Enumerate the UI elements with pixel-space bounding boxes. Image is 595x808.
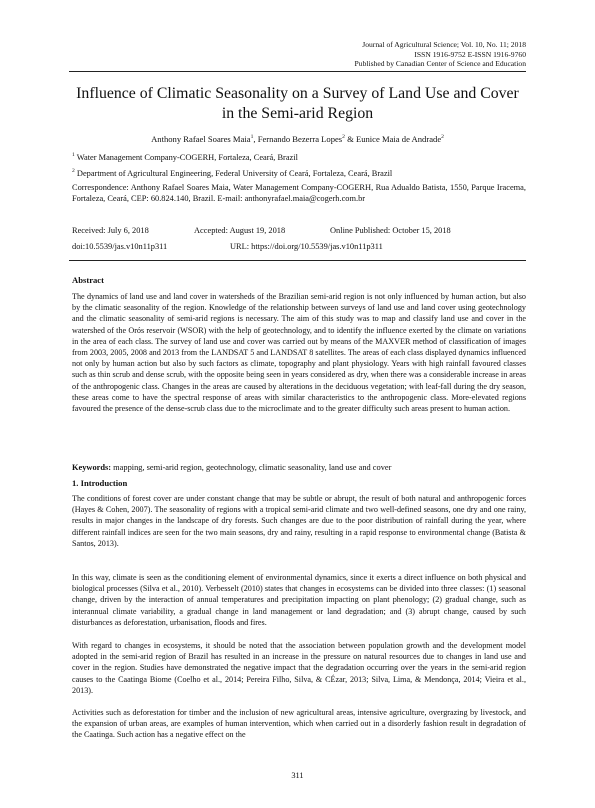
body-paragraph: In this way, climate is seen as the conditioning element of environmental dynamics, since it exerts a direct influence on both physical and biological processes (Silva et al., 2010). Verbesselt (2010) states that changes in ecosystems can be divided into three classes: (1) seasonal change, driven by the interaction of annual temperatures and precipitation impacting on plant phenology; (2) gradual change, such as interannual climate variability, a gradual change in land management or land degradation; and (3) abrupt change, caused by such disturbances as deforestation, urbanisation, floods and fires. [72, 573, 526, 627]
author-affiliation-mark: 1 [250, 134, 254, 140]
author-name: Fernando Bezerra Lopes [257, 133, 343, 144]
author-name: Eunice Maia de Andrade [355, 133, 442, 144]
keywords [72, 462, 526, 473]
correspondence: Correspondence: Anthony Rafael Soares Maia, Water Management Company-COGERH, Rua Adualdo Batista, 1550, Parque Iracema, Fortaleza, Ceará, CEP: 60.824.140, Brazil. E-mail: anthonyrafael.maia@cogerh.com.br [72, 183, 526, 204]
online-date: Online Published: October 15, 2018 [330, 226, 451, 235]
publication-dates [72, 225, 526, 236]
journal-citation: Journal of Agricultural Science; Vol. 10, No. 11; 2018 [362, 40, 526, 49]
received-date: Received: July 6, 2018 [72, 226, 149, 235]
introduction-heading: 1. Introduction [72, 478, 128, 488]
affiliation-number: 2 [72, 168, 75, 174]
author-separator: & [344, 133, 356, 144]
author-list [69, 132, 526, 145]
accepted-date: Accepted: August 19, 2018 [194, 226, 286, 235]
abstract-heading: Abstract [72, 275, 104, 285]
author-affiliation-mark: 2 [441, 134, 444, 140]
abstract-text: The dynamics of land use and land cover in watersheds of the Brazilian semi-arid region is not only influenced by human action, but also by the climatic seasonality of the region. Knowledge of the relationship between surveys of land use and land cover using geotechnology and the climatic seasonality of semi-arid regions is necessary. The aim of this study was to map and classify land use and cover in the watershed of the Orós reservoir (WSOR) with the help of geotechnology, and to identify the influence exerted by the climate on variations in the area of each class. The survey of land use and cover was carried out by means of the MAXVER method of classification of images from 2003, 2005, 2008 and 2013 from the LANDSAT 5 and LANDSAT 8 satellites. The areas of each class displayed dynamics influenced not only by human action but also by such factors as climate, topography and plant physiology. Years with high rainfall favoured classes such as thin scrub and dense scrub, with the opposite being seen in years considered as dry, when there was a considerable increase in areas of the anthropogenic class. Changes in the areas are caused by alterations in the deciduous vegetation; with leaf-fall during the dry season, these areas come to have the spectral response of areas with similar characteristics to the anthropogenic class. More-elevated regions favoured the presence of the dense-scrub class due to the microclimate and to the greater difficulty such areas present to human action. [72, 292, 526, 414]
body-paragraph: With regard to changes in ecosystems, it should be noted that the association between population growth and the development model adopted in the semi-arid region of Brazil has resulted in an increase in the pressure on natural resources due to changes in land use and cover in the region. Studies have demonstrated the negative impact that the degradation occurring over the years in the semi-arid region causes to the Caatinga Biome (Coelho et al., 2014; Pereira Filho, Silva, & CÉzar, 2013; Silva, Lima, & Mendonça, 2014; Vieira et al., 2013). [72, 641, 526, 695]
doi-text: doi:10.5539/jas.v10n11p311 [72, 242, 168, 251]
journal-header [355, 40, 526, 69]
article-url[interactable]: URL: https://doi.org/10.5539/jas.v10n11p311 [230, 242, 383, 251]
article-identifiers [72, 241, 526, 252]
author-affiliation-mark: 2 [342, 134, 345, 140]
keywords-label: Keywords: [72, 463, 112, 472]
affiliation-text: Water Management Company-COGERH, Fortaleza, Ceará, Brazil [74, 152, 298, 162]
affiliation-text: Department of Agricultural Engineering, Federal University of Ceará, Fortaleza, Ceará, Brazil [74, 168, 393, 178]
page-number: 311 [291, 771, 304, 780]
affiliation-2 [72, 166, 526, 179]
keywords-text: mapping, semi-arid region, geotechnology, climatic seasonality, land use and cover [111, 463, 392, 472]
header-rule [69, 71, 526, 72]
journal-publisher: Published by Canadian Center of Science and Education [354, 59, 526, 69]
section-rule [69, 260, 526, 261]
body-paragraph: Activities such as deforestation for timber and the inclusion of new agricultural areas, intensive agriculture, overgrazing by livestock, and the expansion of urban areas, are examples of human intervention, which when carried out in a disorderly fashion result in degradation of the Caatinga. Such action has a negative effect on the [72, 708, 526, 740]
journal-issn: ISSN 1916-9752 E-ISSN 1916-9760 [414, 49, 526, 59]
author-separator: , [253, 133, 258, 144]
affiliation-number: 1 [72, 152, 75, 158]
author-name: Anthony Rafael Soares Maia [151, 133, 251, 144]
affiliation-1 [72, 150, 526, 163]
article-title: Influence of Climatic Seasonality on a Survey of Land Use and Cover in the Semi-arid Region [76, 85, 519, 122]
body-paragraph: The conditions of forest cover are under constant change that may be subtle or abrupt, the result of both natural and anthropogenic forces (Hayes & Cohen, 2007). The seasonality of regions with a tropical semi-arid climate and two well-defined seasons, one dry and one rainy, results in major changes in the landscape of dry forests. Such changes are due to the poor distribution of rainfall during the year, where different rainfall indices are seen for the two main seasons, dry and rainy, resulting in a rapid response to environmental change (Batista & Santos, 2013). [72, 494, 526, 548]
